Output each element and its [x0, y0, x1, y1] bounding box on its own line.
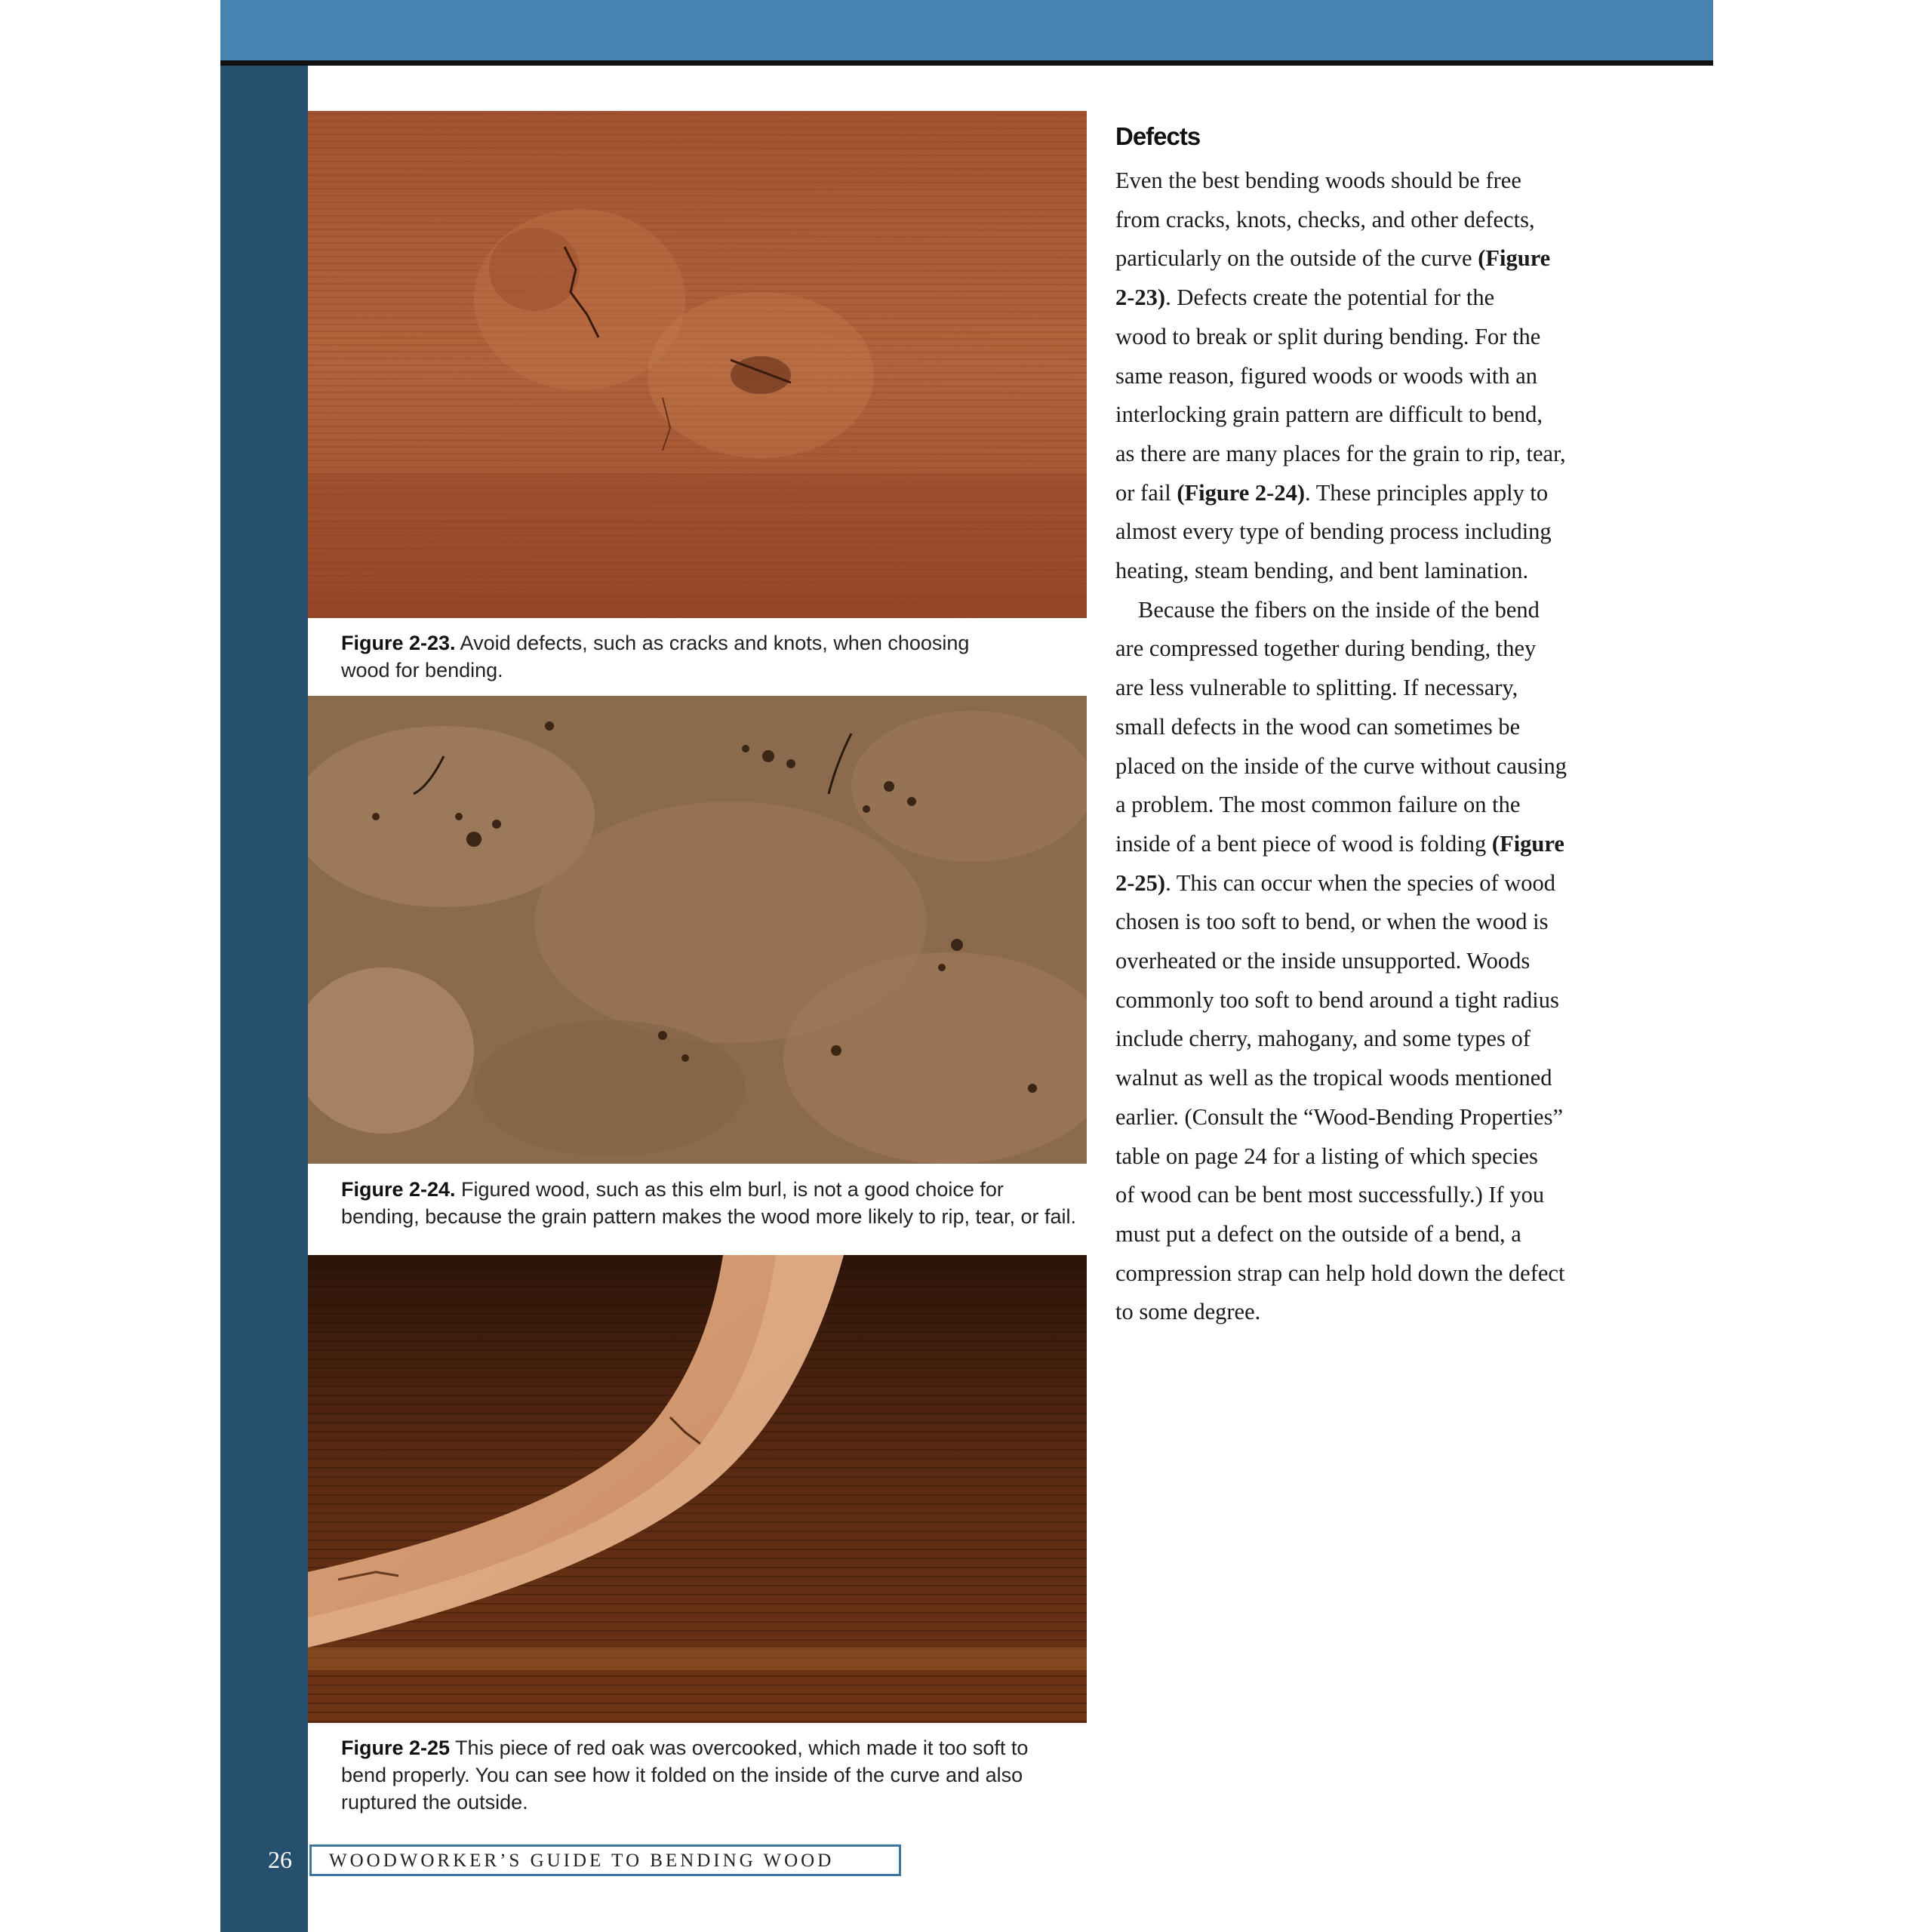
figure-reference: (Figure: [1491, 830, 1564, 857]
text-line: [1115, 278, 1644, 318]
text-run: inside of a bent piece of wood is folding: [1115, 830, 1492, 857]
text-line: overheated or the inside unsupported. Woods: [1115, 948, 1531, 974]
figure-2-24-photo: [308, 696, 1087, 1164]
text-line: to some degree.: [1115, 1299, 1261, 1325]
text-line: a problem. The most common failure on the: [1115, 792, 1521, 818]
text-run: . These principles apply to: [1305, 479, 1549, 506]
text-line: table on page 24 for a listing of which species: [1115, 1143, 1538, 1169]
paragraph-2: [1115, 591, 1644, 1332]
caption-text: This piece of red oak was overcooked, which made it too soft to: [450, 1737, 1029, 1759]
side-band: [220, 66, 308, 1932]
text-line: walnut as well as the tropical woods mentioned: [1115, 1065, 1552, 1091]
figure-2-24-caption: [341, 1176, 1084, 1230]
paragraph-1: [1115, 162, 1644, 591]
body-text: [1115, 162, 1644, 1332]
text-line: from cracks, knots, checks, and other defects,: [1115, 206, 1535, 232]
header-band: [220, 0, 1713, 60]
text-run: or fail: [1115, 479, 1177, 506]
caption-label: Figure 2-23.: [341, 632, 456, 654]
text-line: almost every type of bending process including: [1115, 518, 1552, 545]
caption-text: bending, because the grain pattern makes the wood more likely to rip, tear, or fail.: [341, 1205, 1077, 1228]
text-line: earlier. (Consult the “Wood-Bending Properties”: [1115, 1103, 1563, 1130]
figure-reference: 2-23): [1115, 285, 1166, 311]
header-rule: [220, 60, 1713, 66]
figure-reference: (Figure: [1478, 245, 1551, 272]
section-heading: Defects: [1115, 122, 1201, 150]
text-line: small defects in the wood can sometimes be: [1115, 713, 1521, 740]
text-line: compression strap can help hold down the defect: [1115, 1260, 1565, 1286]
text-run: particularly on the outside of the curve: [1115, 245, 1478, 272]
text-line: heating, steam bending, and bent lamination.: [1115, 558, 1529, 584]
text-line: [1115, 239, 1644, 278]
text-line: same reason, figured woods or woods with an: [1115, 362, 1538, 389]
figure-2-23-caption: [341, 629, 1084, 684]
text-run: . This can occur when the species of wood: [1165, 869, 1556, 896]
figure-2-25-photo: [308, 1255, 1087, 1723]
text-run: . Defects create the potential for the: [1165, 285, 1495, 311]
caption-text: Figured wood, such as this elm burl, is not a good choice for: [455, 1178, 1004, 1201]
caption-text: wood for bending.: [341, 659, 503, 681]
text-line: [1115, 825, 1644, 864]
text-line: [1115, 474, 1644, 513]
text-line: wood to break or split during bending. For the: [1115, 323, 1541, 349]
caption-label: Figure 2-24.: [341, 1178, 456, 1201]
figure-reference: 2-25): [1115, 869, 1166, 896]
text-line: placed on the inside of the curve without causing: [1115, 752, 1567, 779]
caption-text: ruptured the outside.: [341, 1791, 528, 1814]
caption-label: Figure 2-25: [341, 1737, 451, 1759]
figure-2-25-caption: [341, 1734, 1084, 1816]
text-line: of wood can be bent most successfully.) If you: [1115, 1182, 1545, 1208]
text-line: commonly too soft to bend around a tight radius: [1115, 986, 1559, 1013]
text-line: include cherry, mahogany, and some types of: [1115, 1026, 1531, 1052]
text-line: are compressed together during bending, they: [1115, 635, 1537, 662]
page-number: 26: [268, 1846, 292, 1873]
figure-2-23-photo: [308, 111, 1087, 618]
running-head: WOODWORKER’S GUIDE TO BENDING WOOD: [329, 1850, 835, 1871]
text-line: [1115, 864, 1644, 903]
text-line: chosen is too soft to bend, or when the wood is: [1115, 909, 1549, 935]
text-line: interlocking grain pattern are difficult to bend,: [1115, 401, 1543, 428]
caption-text: bend properly. You can see how it folded on the inside of the curve and also: [341, 1764, 1023, 1786]
text-line: must put a defect on the outside of a bend, a: [1115, 1220, 1521, 1247]
text-line: as there are many places for the grain to rip, tear,: [1115, 440, 1566, 466]
text-line: are less vulnerable to splitting. If necessary,: [1115, 675, 1518, 701]
text-line: Even the best bending woods should be free: [1115, 168, 1521, 193]
caption-text: Avoid defects, such as cracks and knots, when choosing: [455, 632, 970, 654]
text-line: Because the fibers on the inside of the bend: [1138, 596, 1540, 623]
figure-reference: (Figure 2-24): [1177, 479, 1305, 506]
